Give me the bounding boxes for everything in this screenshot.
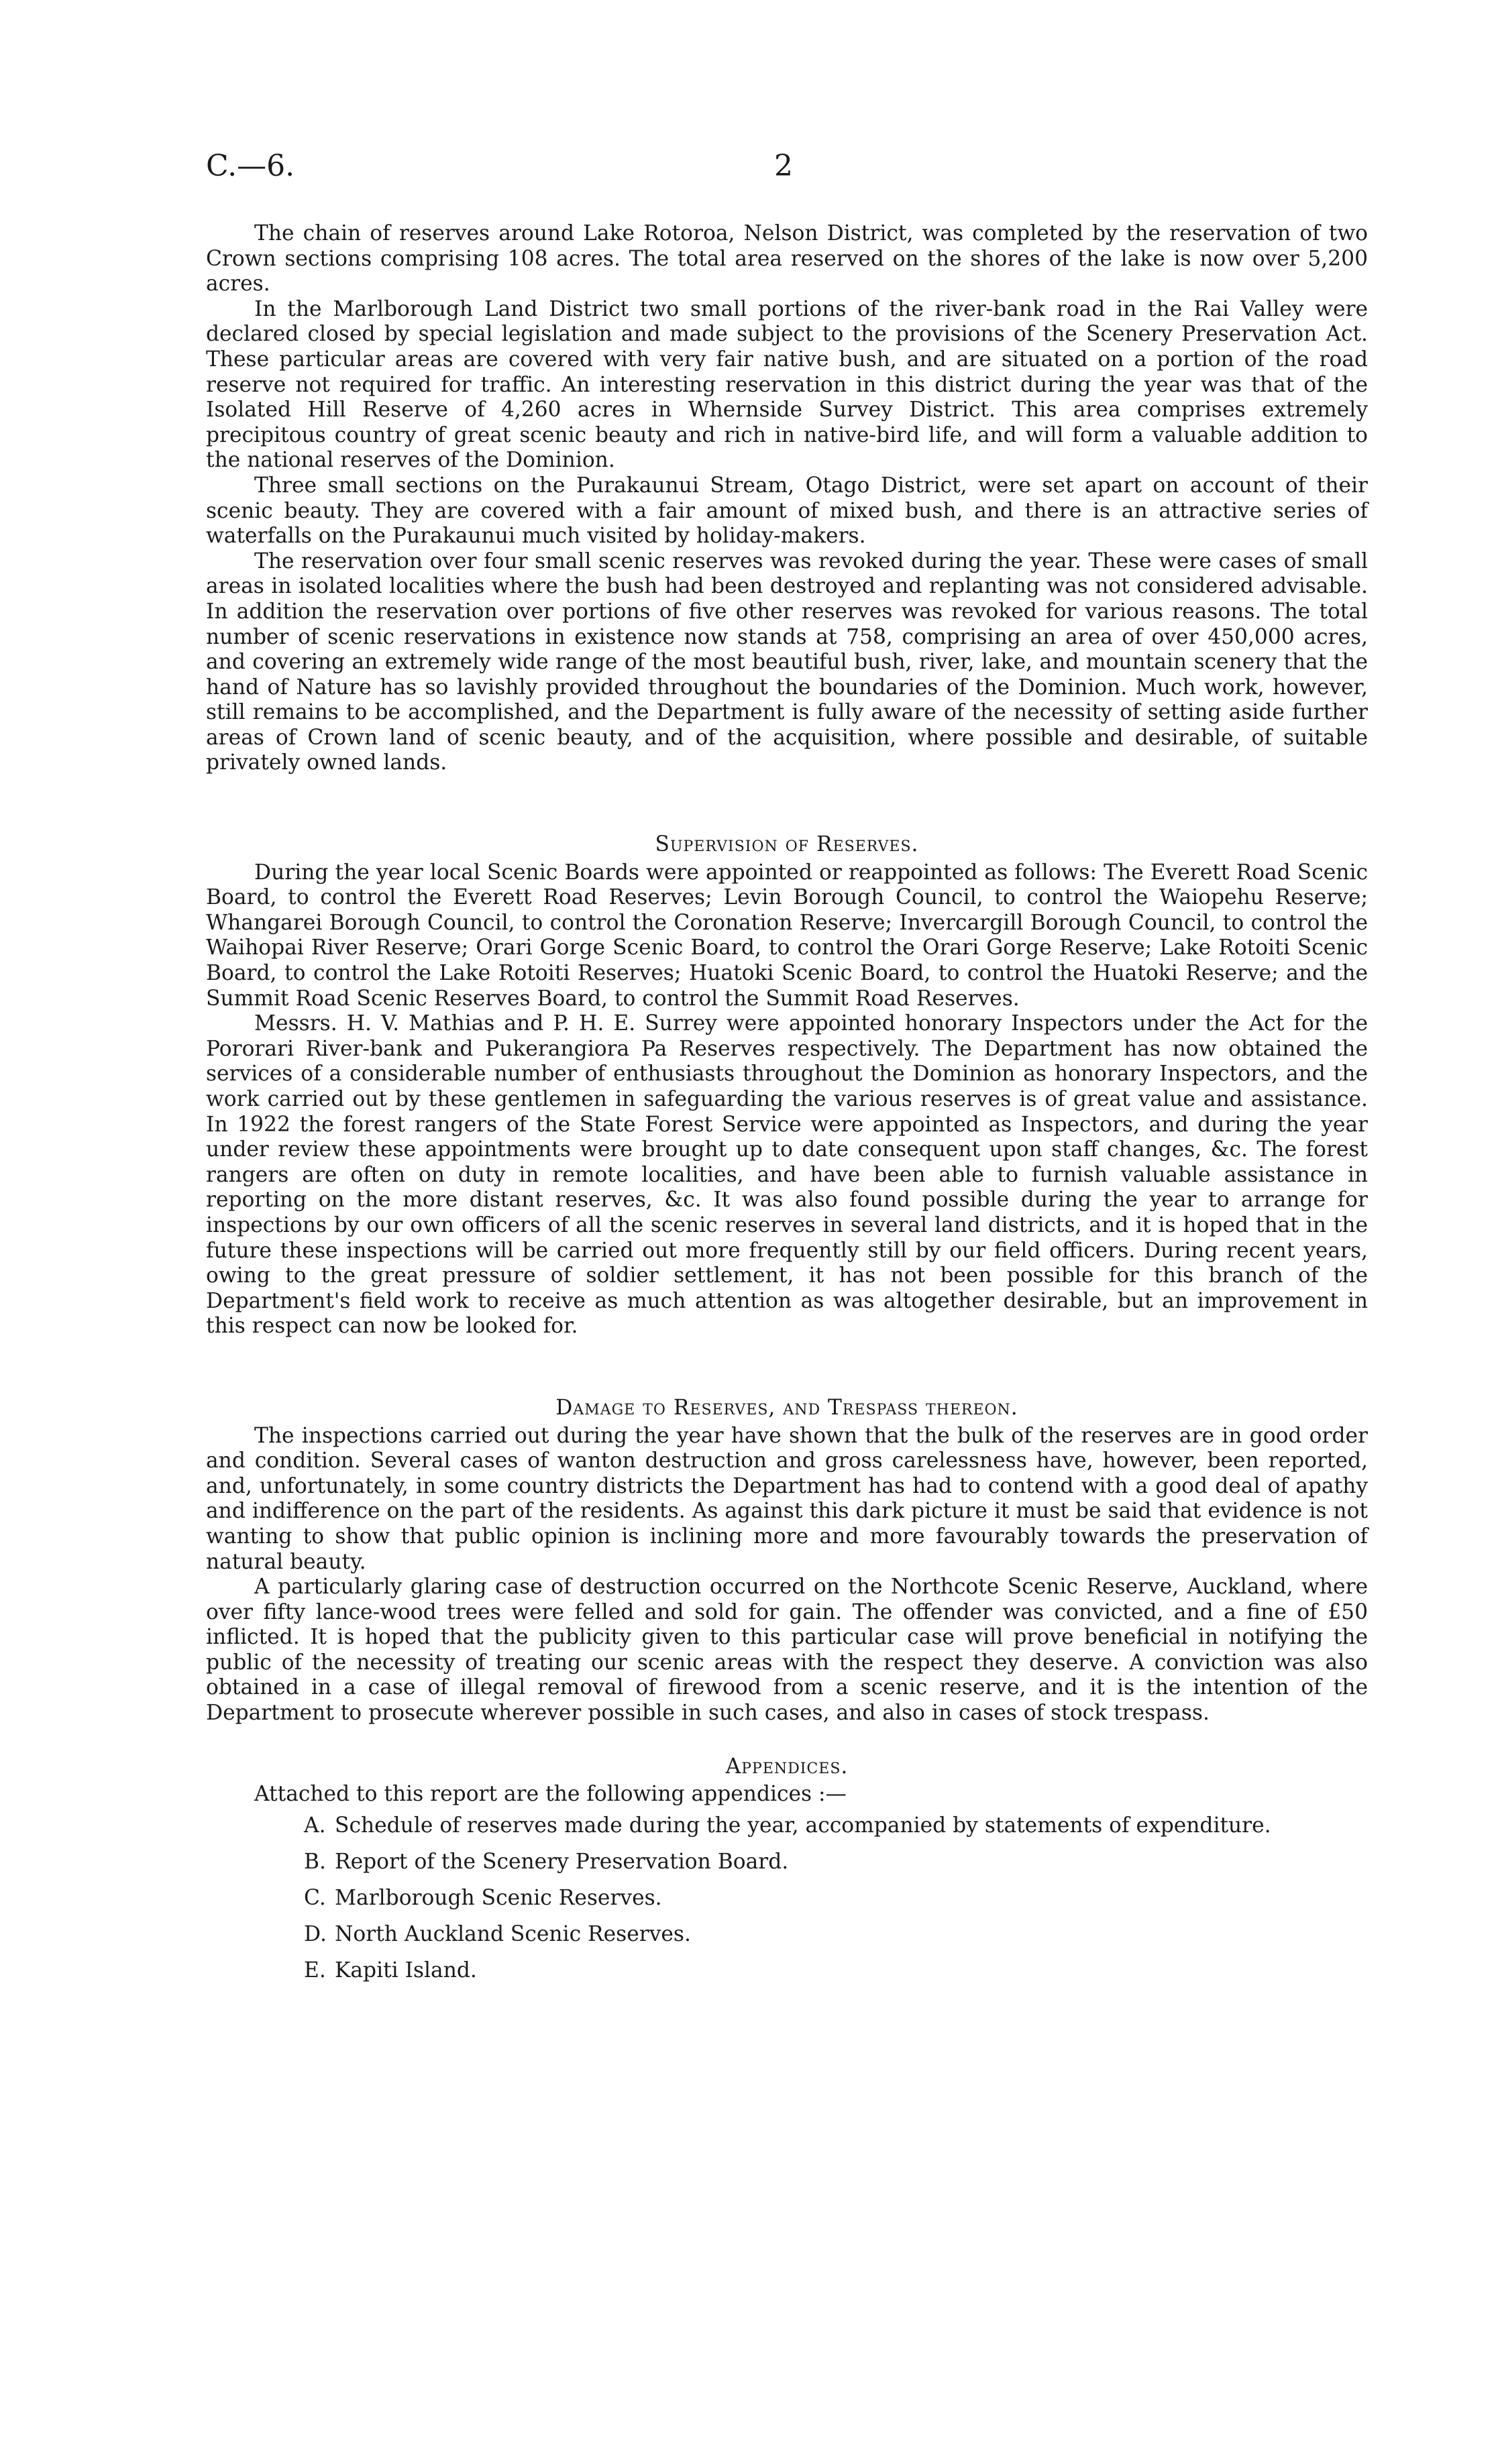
paragraph-lake-rotoroa: The chain of reserves around Lake Rotoroa, Nelson District, was completed by the reservation of two Crown sections comprising 108 acres. The total area reserved on the shores of the lake is now over 5,200 acres. bbox=[206, 221, 1368, 296]
document-body bbox=[206, 221, 1368, 1989]
paragraph-scenic-boards: During the year local Scenic Boards were appointed or reappointed as follows: The Everett Road Scenic Board, to control the Everett Road Reserves; Levin Borough Council, to control the Waiopehu Reserve; Whangarei Borough Council, to control the Coronation Reserve; Invercargill Borough Council, to control the Waihopai River Reserve; Orari Gorge Scenic Board, to control the Orari Gorge Reserve; Lake Rotoiti Scenic Board, to control the Lake Rotoiti Reserves; Huatoki Scenic Board, to control the Huatoki Reserve; and the Summit Road Scenic Reserves Board, to control the Summit Road Reserves. bbox=[206, 860, 1368, 1011]
appendix-title: Schedule of reserves made during the year, accompanied by statements of expenditure. bbox=[335, 1813, 1271, 1838]
appendix-letter: E. bbox=[304, 1958, 326, 1982]
appendix-letter: B. bbox=[304, 1849, 326, 1874]
appendix-item bbox=[304, 1844, 1368, 1880]
appendix-title: North Auckland Scenic Reserves. bbox=[335, 1921, 691, 1946]
appendix-item bbox=[304, 1916, 1368, 1952]
section-heading-supervision: Supervision of Reserves. bbox=[655, 832, 919, 857]
section-heading-appendices: Appendices. bbox=[725, 1754, 849, 1779]
appendix-letter: D. bbox=[304, 1921, 327, 1946]
paragraph-northcote: A particularly glaring case of destruction occurred on the Northcote Scenic Reserve, Auckland, where over fifty lance-wood trees were felled and sold for gain. The offender was convicted, and a fine of £50 inflicted. It is hoped that the publicity given to this particular case will prove beneficial in notifying the public of the necessity of treating our scenic areas with the respect they deserve. A conviction was also obtained in a case of illegal removal of firewood from a scenic reserve, and it is the intention of the Department to prosecute wherever possible in such cases, and also in cases of stock trespass. bbox=[206, 1575, 1368, 1726]
appendix-list bbox=[206, 1807, 1368, 1989]
appendix-letter: C. bbox=[304, 1885, 326, 1910]
appendix-item bbox=[304, 1807, 1368, 1844]
paragraph-inspections: The inspections carried out during the year have shown that the bulk of the reserves are in good order and condition. Several cases of wanton destruction and gross carelessness have, however, been reported, and, unfortunately, in some country districts the Department has had to contend with a good deal of apathy and indifference on the part of the residents. As against this dark picture it must be said that evidence is not wanting to show that public opinion is inclining more and more favourably towards the preservation of natural beauty. bbox=[206, 1423, 1368, 1574]
page-header bbox=[206, 146, 1367, 186]
document-reference: C.—6. bbox=[206, 149, 295, 183]
paragraph-inspectors: Messrs. H. V. Mathias and P. H. E. Surrey were appointed honorary Inspectors under the Act for the Pororari River-bank and Pukerangiora Pa Reserves respectively. The Department has now obtained the services of a considerable number of enthusiasts throughout the Dominion as honorary Inspectors, and the work carried out by these gentlemen in safeguarding the various reserves is of great value and assistance. In 1922 the forest rangers of the State Forest Service were appointed as Inspectors, and during the year under review these appointments were brought up to date consequent upon staff changes, &c. The forest rangers are often on duty in remote localities, and have been able to furnish valuable assistance in reporting on the more distant reserves, &c. It was also found possible during the year to arrange for inspections by our own officers of all the scenic reserves in several land districts, and it is hoped that in the future these inspections will be carried out more frequently still by our field officers. During recent years, owing to the great pressure of soldier settlement, it has not been possible for this branch of the Department's field work to receive as much attention as was altogether desirable, but an improvement in this respect can now be looked for. bbox=[206, 1011, 1368, 1339]
appendices-intro: Attached to this report are the following appendices :— bbox=[254, 1782, 847, 1807]
appendix-title: Report of the Scenery Preservation Board. bbox=[335, 1849, 789, 1874]
paragraph-purakaunui: Three small sections on the Purakaunui Stream, Otago District, were set apart on account of their scenic beauty. They are covered with a fair amount of mixed bush, and there is an attractive series of waterfalls on the Purakaunui much visited by holiday-makers. bbox=[206, 473, 1368, 549]
appendix-title: Marlborough Scenic Reserves. bbox=[335, 1885, 662, 1910]
appendix-letter: A. bbox=[304, 1813, 326, 1838]
appendix-title: Kapiti Island. bbox=[335, 1958, 477, 1982]
appendix-item bbox=[304, 1952, 1368, 1989]
page-number: 2 bbox=[774, 149, 793, 183]
paragraph-marlborough: In the Marlborough Land District two small portions of the river-bank road in the Rai Valley were declared closed by special legislation and made subject to the provisions of the Scenery Preservation Act. These particular areas are covered with very fair native bush, and are situated on a portion of the road reserve not required for traffic. An interesting reservation in this district during the year was that of the Isolated Hill Reserve of 4,260 acres in Whernside Survey District. This area comprises extremely precipitous country of great scenic beauty and rich in native-bird life, and will form a valuable addition to the national reserves of the Dominion. bbox=[206, 296, 1368, 473]
section-heading-damage: Damage to Reserves, and Trespass thereon. bbox=[555, 1395, 1018, 1420]
appendix-item bbox=[304, 1880, 1368, 1916]
paragraph-revocations: The reservation over four small scenic reserves was revoked during the year. These were cases of small areas in isolated localities where the bush had been destroyed and replanting was not considered advisable. In addition the reservation over portions of five other reserves was revoked for various reasons. The total number of scenic reservations in existence now stands at 758, comprising an area of over 450,000 acres, and covering an extremely wide range of the most beautiful bush, river, lake, and mountain scenery that the hand of Nature has so lavishly provided throughout the boundaries of the Dominion. Much work, however, still remains to be accomplished, and the Department is fully aware of the necessity of setting aside further areas of Crown land of scenic beauty, and of the acquisition, where possible and desirable, of suitable privately owned lands. bbox=[206, 549, 1368, 775]
